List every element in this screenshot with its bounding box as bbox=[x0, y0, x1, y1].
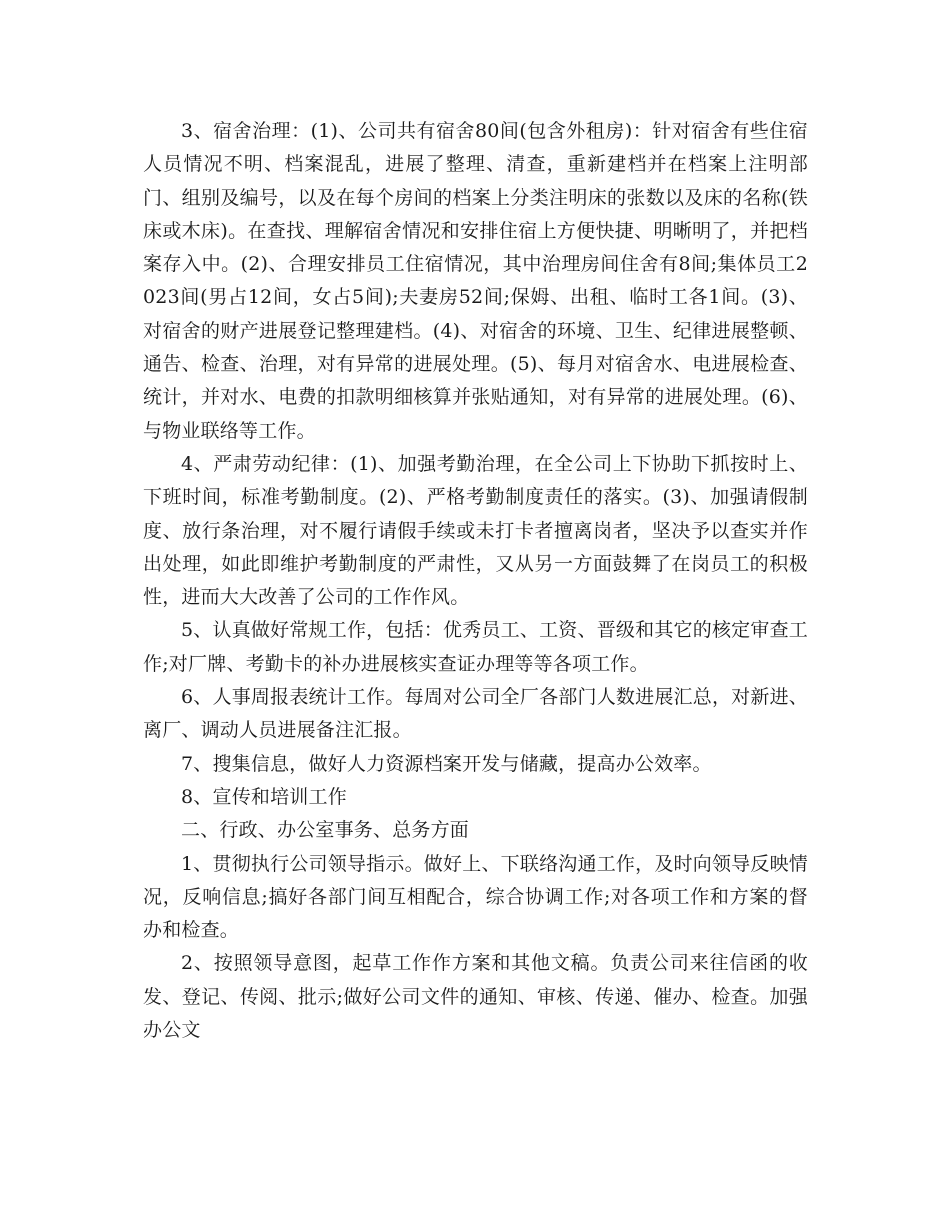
paragraph-dormitory-management: 3、宿舍治理：(1)、公司共有宿舍80间(包含外租房)：针对宿舍有些住宿人员情况不明、档案混乱，进展了整理、清查，重新建档并在档案上注明部门、组别及编号，以及在每个房间的档案上分类注明床的张数以及床的名称(铁床或木床)。在查找、理解宿舍情况和安排住宿上方便快捷、明晰明了，并把档案存入中。(2)、合理安排员工住宿情况，其中治理房间住舍有8间;集体员工2023间(男占12间，女占5间);夫妻房52间;保姆、出租、临时工各1间。(3)、对宿舍的财产进展登记整理建档。(4)、对宿舍的环境、卫生、纪律进展整顿、通告、检查、治理，对有异常的进展处理。(5)、每月对宿舍水、电进展检查、统计，并对水、电费的扣款明细核算并张贴通知，对有异常的进展处理。(6)、与物业联络等工作。 bbox=[143, 120, 808, 442]
paragraph-publicity-training: 8、宣传和培训工作 bbox=[181, 785, 347, 808]
paragraph-weekly-report: 6、人事周报表统计工作。每周对公司全厂各部门人数进展汇总，对新进、离厂、调动人员进展备注汇报。 bbox=[143, 686, 808, 742]
paragraph-information-collection: 7、搜集信息，做好人力资源档案开发与储藏，提高办公效率。 bbox=[181, 752, 712, 775]
paragraph-labor-discipline: 4、严肃劳动纪律：(1)、加强考勤治理，在全公司上下协助下抓按时上、下班时间，标准考勤制度。(2)、严格考勤制度责任的落实。(3)、加强请假制度、放行条治理，对不履行请假手续或未打卡者擅离岗者，坚决予以查实并作出处理，如此即维护考勤制度的严肃性，又从另一方面鼓舞了在岗员工的积极性，进而大大改善了公司的工作作风。 bbox=[143, 452, 808, 609]
section-heading-administration: 二、行政、办公室事务、总务方面 bbox=[181, 819, 470, 842]
paragraph-routine-work: 5、认真做好常规工作，包括：优秀员工、工资、晋级和其它的核定审查工作;对厂牌、考勤卡的补办进展核实查证办理等等各项工作。 bbox=[143, 619, 808, 675]
paragraph-document-drafting: 2、按照领导意图，起草工作作方案和其他文稿。负责公司来往信函的收发、登记、传阅、批示;做好公司文件的通知、审核、传递、催办、检查。加强办公文 bbox=[143, 952, 808, 1042]
document-body bbox=[143, 115, 808, 1047]
paragraph-leadership-instructions: 1、贯彻执行公司领导指示。做好上、下联络沟通工作，及时向领导反映情况，反响信息;搞好各部门间互相配合，综合协调工作;对各项工作和方案的督办和检查。 bbox=[143, 852, 808, 942]
